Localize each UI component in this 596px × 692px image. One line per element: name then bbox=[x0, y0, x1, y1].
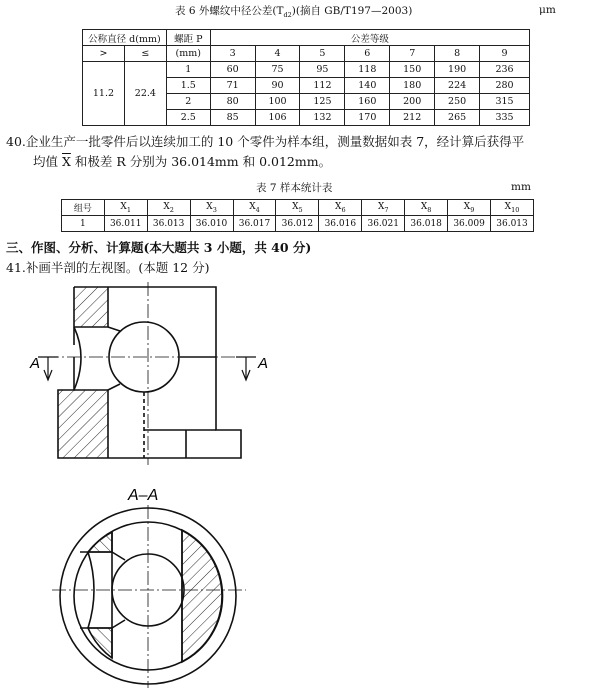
value-cell: 180 bbox=[390, 78, 435, 94]
group-no: 1 bbox=[62, 216, 105, 232]
table6-caption: 表 6 外螺纹中径公差$(T_{d2})$(摘自 GB/T197—2003) bbox=[175, 5, 413, 20]
grade-cell: 6 bbox=[345, 46, 390, 62]
value-cell: 90 bbox=[255, 78, 300, 94]
sample-value: 36.012 bbox=[276, 216, 319, 232]
value-cell: 71 bbox=[210, 78, 255, 94]
grade-cell: 3 bbox=[210, 46, 255, 62]
xbar-symbol: $\overline{X}$ bbox=[61, 154, 71, 169]
value-cell: 280 bbox=[480, 78, 530, 94]
hatch-upper-left bbox=[74, 287, 108, 327]
x-header: $X_6$ bbox=[319, 200, 362, 216]
group-label: 组号 bbox=[62, 200, 105, 216]
header-pitch: 螺距 P bbox=[166, 30, 210, 46]
x-header: $X_1$ bbox=[104, 200, 147, 216]
value-cell: 106 bbox=[255, 110, 300, 126]
value-cell: 150 bbox=[390, 62, 435, 78]
value-cell: 200 bbox=[390, 94, 435, 110]
header-pitch-unit: (mm) bbox=[166, 46, 210, 62]
value-cell: 95 bbox=[300, 62, 345, 78]
header-gt: > bbox=[83, 46, 125, 62]
table7-caption: 表 7 样本统计表 bbox=[256, 182, 333, 194]
value-cell: 160 bbox=[345, 94, 390, 110]
value-cell: 118 bbox=[345, 62, 390, 78]
section-label-left: A bbox=[30, 355, 41, 372]
table-row bbox=[83, 62, 530, 78]
value-cell: 112 bbox=[300, 78, 345, 94]
value-cell: 100 bbox=[255, 94, 300, 110]
x-header: $X_{10}$ bbox=[491, 200, 534, 216]
hatch-left-top bbox=[88, 532, 112, 552]
section-label-right: A bbox=[258, 355, 269, 372]
x-header: $X_8$ bbox=[405, 200, 448, 216]
hatch-right bbox=[182, 530, 223, 662]
value-cell: 190 bbox=[435, 62, 480, 78]
sample-value: 36.011 bbox=[104, 216, 147, 232]
x-header: $X_3$ bbox=[190, 200, 233, 216]
x-header: $X_4$ bbox=[233, 200, 276, 216]
pitch-cell: 2.5 bbox=[166, 110, 210, 126]
value-cell: 85 bbox=[210, 110, 255, 126]
q40-line2: 均值 $\overline{X}$ 和极差 R 分别为 36.014mm 和 0.012mm。 bbox=[33, 154, 332, 169]
section-title: 三、作图、分析、计算题(本大题共 3 小题，共 40 分) bbox=[6, 240, 312, 255]
engineering-drawing bbox=[0, 280, 596, 692]
x-header: $X_5$ bbox=[276, 200, 319, 216]
value-cell: 224 bbox=[435, 78, 480, 94]
x-header: $X_2$ bbox=[147, 200, 190, 216]
table7 bbox=[61, 199, 534, 232]
value-cell: 132 bbox=[300, 110, 345, 126]
sample-value: 36.009 bbox=[448, 216, 491, 232]
header-le: ≤ bbox=[124, 46, 166, 62]
sample-value: 36.018 bbox=[405, 216, 448, 232]
header-grade-group: 公差等级 bbox=[210, 30, 529, 46]
value-cell: 335 bbox=[480, 110, 530, 126]
section-mark-left bbox=[38, 357, 58, 380]
value-cell: 265 bbox=[435, 110, 480, 126]
value-cell: 60 bbox=[210, 62, 255, 78]
q41-text: 41.补画半剖的左视图。(本题 12 分) bbox=[6, 260, 210, 275]
diameter-from: 11.2 bbox=[83, 62, 125, 126]
sample-value: 36.013 bbox=[491, 216, 534, 232]
value-cell: 75 bbox=[255, 62, 300, 78]
value-cell: 212 bbox=[390, 110, 435, 126]
grade-cell: 4 bbox=[255, 46, 300, 62]
sample-value: 36.016 bbox=[319, 216, 362, 232]
pitch-cell: 1.5 bbox=[166, 78, 210, 94]
grade-cell: 8 bbox=[435, 46, 480, 62]
section-title-aa: A–A bbox=[128, 487, 159, 504]
sample-value: 36.017 bbox=[233, 216, 276, 232]
table6-unit: μm bbox=[539, 4, 556, 16]
grade-cell: 7 bbox=[390, 46, 435, 62]
hatch-lower-left bbox=[58, 390, 108, 458]
sample-value: 36.010 bbox=[190, 216, 233, 232]
value-cell: 170 bbox=[345, 110, 390, 126]
table-row bbox=[62, 216, 534, 232]
value-cell: 236 bbox=[480, 62, 530, 78]
value-cell: 250 bbox=[435, 94, 480, 110]
sample-value: 36.021 bbox=[362, 216, 405, 232]
value-cell: 80 bbox=[210, 94, 255, 110]
pitch-cell: 2 bbox=[166, 94, 210, 110]
grade-cell: 9 bbox=[480, 46, 530, 62]
pitch-cell: 1 bbox=[166, 62, 210, 78]
front-view bbox=[58, 287, 241, 458]
diameter-to: 22.4 bbox=[124, 62, 166, 126]
section-mark-right bbox=[236, 357, 256, 380]
value-cell: 125 bbox=[300, 94, 345, 110]
x-header: $X_7$ bbox=[362, 200, 405, 216]
sample-value: 36.013 bbox=[147, 216, 190, 232]
table7-unit: mm bbox=[511, 181, 531, 193]
table6 bbox=[82, 29, 530, 126]
value-cell: 140 bbox=[345, 78, 390, 94]
header-nominal-diameter: 公称直径 d(mm) bbox=[83, 30, 167, 46]
grade-cell: 5 bbox=[300, 46, 345, 62]
q40-line1: 40.企业生产一批零件后以连续加工的 10 个零件为样本组，测量数据如表 7，经计算后获得平 bbox=[6, 134, 525, 149]
value-cell: 315 bbox=[480, 94, 530, 110]
x-header: $X_9$ bbox=[448, 200, 491, 216]
